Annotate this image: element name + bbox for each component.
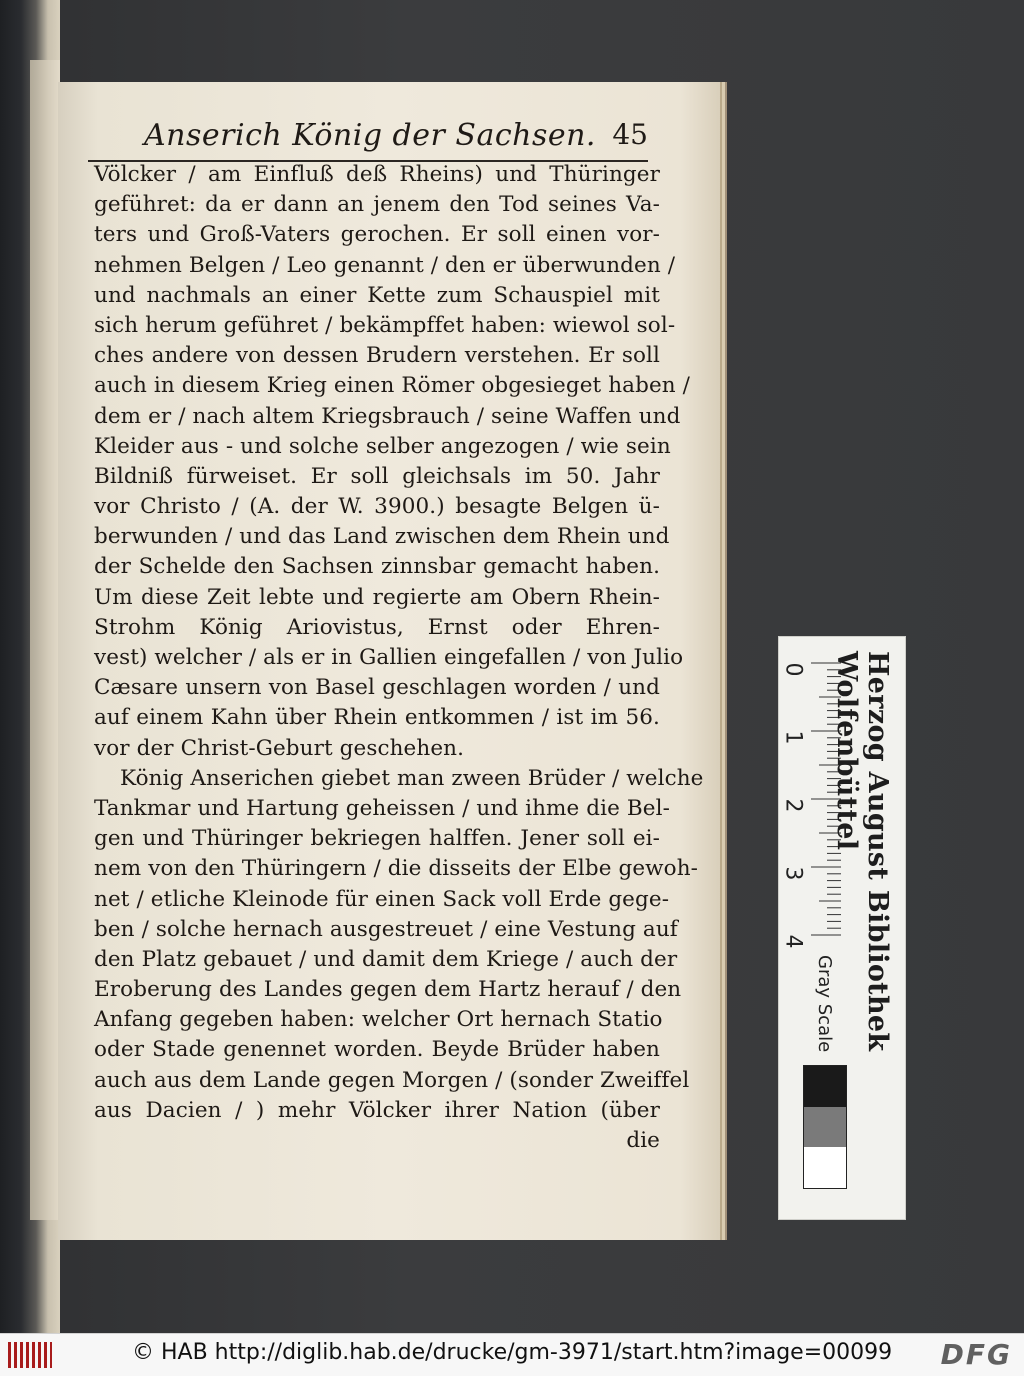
text-line: aus Dacien / ) mehr Völcker ihrer Nation (über	[94, 1097, 660, 1123]
text-line: dem er / nach altem Kriegsbrauch / seine Waffen und	[94, 403, 681, 429]
library-name: Herzog August Bibliothek Wolfenbüttel	[831, 651, 893, 1052]
text-line: König Anserichen giebet man zween Brüder / welche	[120, 765, 704, 791]
text-line: Cæsare unsern von Basel geschlagen worden / und	[94, 675, 660, 701]
ruler-number: 0	[780, 662, 806, 677]
text-line: vest) welcher / als er in Gallien eingefallen / von Julio	[94, 645, 684, 670]
gray-swatch-dark	[804, 1066, 846, 1107]
text-line: gen und Thüringer bekriegen halffen. Jener soll ei-	[94, 826, 660, 852]
text-line: auch aus dem Lande gegen Morgen / (sonder Zweiffel	[94, 1067, 690, 1093]
ruler-number: 2	[780, 798, 806, 813]
footer-bar	[0, 1333, 1024, 1376]
text-line: nem von den Thüringern / die disseits der Elbe gewoh-	[94, 856, 699, 882]
text-line: nehmen Belgen / Leo genannt / den er überwunden /	[94, 252, 676, 278]
text-line: der Schelde den Sachsen zinnsbar gemacht haben.	[94, 554, 660, 580]
page-header	[88, 114, 648, 162]
text-line: ters und Groß-Vaters gerochen. Er soll einen vor-	[94, 222, 660, 248]
page-number: 45	[612, 118, 648, 151]
gray-scale-label: Gray Scale	[814, 955, 835, 1053]
text-line: Anfang gegeben haben: welcher Ort hernach Statio	[94, 1007, 663, 1033]
text-line: Strohm König Ariovistus, Ernst oder Ehren-	[94, 614, 660, 640]
text-line: ches andere von dessen Brudern verstehen. Er soll	[94, 343, 660, 369]
text-line: vor der Christ-Geburt geschehen.	[94, 735, 465, 761]
catchword: die	[626, 1128, 660, 1153]
text-line: den Platz gebauet / und damit dem Kriege / auch der	[94, 946, 678, 972]
gray-swatch-mid	[804, 1107, 846, 1148]
text-line: auf einem Kahn über Rhein entkommen / ist im 56.	[94, 705, 660, 731]
text-line: Um diese Zeit lebte und regierte am Obern Rhein-	[94, 584, 660, 610]
gray-swatch-light	[804, 1147, 846, 1188]
text-line: ben / solche hernach ausgestreuet / eine Vestung auf	[94, 916, 678, 942]
copyright-url[interactable]: © HAB http://diglib.hab.de/drucke/gm-3971/start.htm?image=00099	[132, 1340, 893, 1365]
text-line: und nachmals an einer Kette zum Schauspiel mit	[94, 282, 660, 308]
facing-page-edge	[30, 60, 60, 1220]
text-line: Tankmar und Hartung geheissen / und ihme die Bel-	[94, 795, 670, 821]
dfg-logo: DFG	[940, 1338, 1012, 1371]
running-head: Anserich König der Sachsen.	[144, 118, 596, 153]
text-line: oder Stade genennet worden. Beyde Brüder haben	[94, 1037, 660, 1063]
gray-scale-swatches	[803, 1065, 847, 1189]
scale-bar	[778, 636, 906, 1220]
text-line: Völcker / am Einfluß deß Rheins) und Thüringer	[94, 162, 660, 187]
ruler-number: 3	[780, 866, 806, 881]
text-line: Eroberung des Landes gegen dem Hartz herauf / den	[94, 977, 682, 1003]
body-text	[94, 160, 704, 1156]
text-line: geführet: da er dann an jenem den Tod seines Va-	[94, 192, 660, 218]
text-line: berwunden / und das Land zwischen dem Rhein und	[94, 524, 670, 550]
text-line: net / etliche Kleinode für einen Sack voll Erde gege-	[94, 886, 670, 912]
ruler-number: 1	[780, 730, 806, 745]
text-line: vor Christo / (A. der W. 3900.) besagte Belgen ü-	[94, 494, 660, 520]
ruler-number: 4	[780, 934, 806, 949]
text-line: Bildniß fürweiset. Er soll gleichsals im 50. Jahr	[94, 463, 660, 489]
text-line: sich herum geführet / bekämpffet haben: wiewol sol-	[94, 312, 676, 338]
text-line: auch in diesem Krieg einen Römer obgesieget haben /	[94, 373, 690, 399]
text-line: Kleider aus - und solche selber angezogen / wie sein	[94, 433, 671, 459]
barcode-icon	[8, 1342, 52, 1368]
